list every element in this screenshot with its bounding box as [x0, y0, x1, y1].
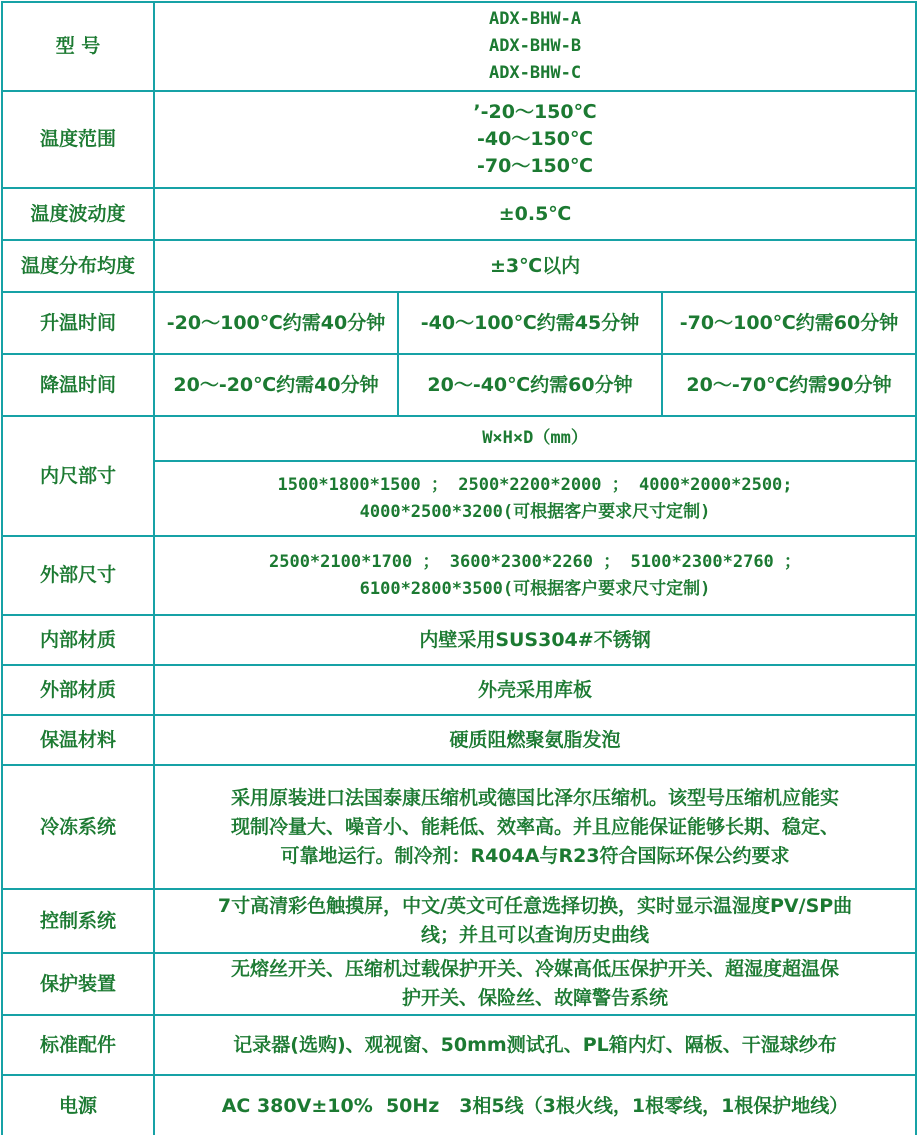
inner-material-value: 内壁采用SUS304#不锈钢 [154, 615, 916, 665]
label-outer-size: 外部尺寸 [2, 536, 154, 615]
outer-size-values [154, 536, 916, 615]
row-protection [2, 953, 916, 1015]
label-inner-size: 内尺部寸 [2, 416, 154, 536]
temp-uniformity-value: ±3℃以内 [154, 240, 916, 292]
inner-size-unit: W×H×D（mm） [154, 416, 916, 461]
inner-size-line-1: 1500*1800*1500 ； 2500*2200*2000 ； 4000*2000*2500; [277, 474, 793, 495]
cooling-time-value-2: 20～-40℃约需60分钟 [398, 354, 662, 416]
row-accessories [2, 1015, 916, 1075]
control-line-2: 线；并且可以查询历史曲线 [421, 924, 650, 946]
outer-size-line-1: 2500*2100*1700 ； 3600*2300*2260 ； 5100*2300*2760 ； [268, 551, 802, 572]
row-power [2, 1075, 916, 1135]
model-value-a: ADX-BHW-A [488, 9, 582, 29]
power-value: AC 380V±10% 50Hz 3相5线（3根火线，1根零线，1根保护地线） [154, 1075, 916, 1135]
temp-range-value-3: -70～150℃ [477, 155, 594, 177]
spec-table [1, 1, 917, 1135]
protection-line-2: 护开关、保险丝、故障警告系统 [402, 987, 669, 1009]
model-value-b: ADX-BHW-B [488, 36, 582, 56]
row-control [2, 889, 916, 953]
label-protection: 保护装置 [2, 953, 154, 1015]
label-refrigeration: 冷冻系统 [2, 765, 154, 889]
row-model [2, 2, 916, 91]
row-refrigeration [2, 765, 916, 889]
row-cooling-time [2, 354, 916, 416]
insulation-value: 硬质阻燃聚氨脂发泡 [154, 715, 916, 765]
cooling-time-value-3: 20～-70℃约需90分钟 [662, 354, 916, 416]
row-insulation [2, 715, 916, 765]
model-value-c: ADX-BHW-C [488, 63, 582, 83]
protection-text [154, 953, 916, 1015]
row-inner-size-unit [2, 416, 916, 461]
label-control: 控制系统 [2, 889, 154, 953]
label-temp-range: 温度范围 [2, 91, 154, 188]
temp-range-value-2: -40～150℃ [477, 128, 594, 150]
row-temp-uniformity [2, 240, 916, 292]
inner-size-values [154, 461, 916, 536]
temp-fluctuation-value: ±0.5℃ [154, 188, 916, 240]
row-outer-size [2, 536, 916, 615]
outer-size-line-2: 6100*2800*3500(可根据客户要求尺寸定制) [359, 578, 711, 599]
protection-line-1: 无熔丝开关、压缩机过载保护开关、冷媒高低压保护开关、超湿度超温保 [231, 958, 840, 980]
label-inner-material: 内部材质 [2, 615, 154, 665]
heating-time-value-3: -70～100℃约需60分钟 [662, 292, 916, 354]
row-outer-material [2, 665, 916, 715]
refrigeration-line-1: 采用原装进口法国泰康压缩机或德国比泽尔压缩机。该型号压缩机应能实 [231, 786, 840, 809]
refrigeration-line-3: 可靠地运行。制冷剂：R404A与R23符合国际环保公约要求 [280, 844, 790, 867]
inner-size-line-2: 4000*2500*3200(可根据客户要求尺寸定制) [359, 501, 711, 522]
control-line-1: 7寸高清彩色触摸屏，中文/英文可任意选择切换，实时显示温湿度PV/SP曲 [217, 895, 853, 917]
refrigeration-line-2: 现制冷量大、噪音小、能耗低、效率高。并且应能保证能够长期、稳定、 [231, 815, 840, 838]
label-power: 电源 [2, 1075, 154, 1135]
accessories-value: 记录器(选购)、观视窗、50mm测试孔、PL箱内灯、隔板、干湿球纱布 [154, 1015, 916, 1075]
temp-range-value-1: ’-20～150℃ [473, 101, 597, 123]
label-temp-fluctuation: 温度波动度 [2, 188, 154, 240]
refrigeration-text [154, 765, 916, 889]
row-inner-material [2, 615, 916, 665]
row-temp-range [2, 91, 916, 188]
label-cooling-time: 降温时间 [2, 354, 154, 416]
temp-range-values [154, 91, 916, 188]
heating-time-value-2: -40～100℃约需45分钟 [398, 292, 662, 354]
label-outer-material: 外部材质 [2, 665, 154, 715]
outer-material-value: 外壳采用库板 [154, 665, 916, 715]
label-insulation: 保温材料 [2, 715, 154, 765]
label-model: 型 号 [2, 2, 154, 91]
row-temp-fluctuation [2, 188, 916, 240]
row-heating-time [2, 292, 916, 354]
heating-time-value-1: -20～100℃约需40分钟 [154, 292, 398, 354]
model-values [154, 2, 916, 91]
cooling-time-value-1: 20～-20℃约需40分钟 [154, 354, 398, 416]
label-heating-time: 升温时间 [2, 292, 154, 354]
label-temp-uniformity: 温度分布均度 [2, 240, 154, 292]
label-accessories: 标准配件 [2, 1015, 154, 1075]
control-text [154, 889, 916, 953]
